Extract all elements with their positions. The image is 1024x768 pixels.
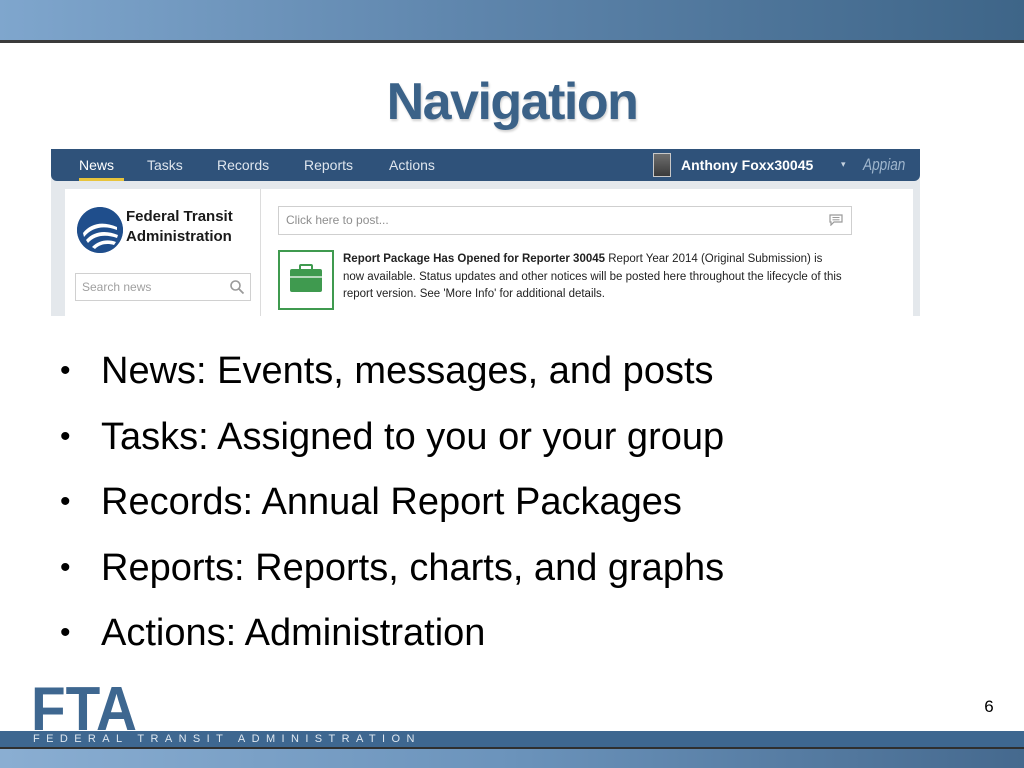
news-panel [65,189,913,316]
bullet-item [60,474,724,540]
post-input[interactable] [278,206,852,235]
agency-name [126,207,233,247]
bullet-dot: • [60,354,71,387]
top-divider [0,40,1024,43]
comment-icon[interactable] [829,214,843,226]
bullet-dot: • [60,616,71,649]
tab-reports[interactable]: Reports [304,157,354,173]
news-body: Report Year 2014 (Original Submission) is now available. Status updates and other notices will be posted here throughout the lifecycle of this report version. See 'More Info' for additional details. [343,253,842,300]
chevron-down-icon[interactable]: ▾ [841,160,846,170]
slide-title: Navigation [386,73,638,131]
bullet-item [60,409,724,475]
bullet-item [60,540,724,606]
sidebar-divider [260,189,261,316]
briefcase-icon [280,252,332,308]
bullet-dot: • [60,419,71,453]
news-item-icon-box[interactable] [278,250,334,310]
page-number: 6 [984,697,994,716]
footer-agency-text: FEDERAL TRANSIT ADMINISTRATION [33,733,421,745]
fta-logo-text: FTA [31,680,137,730]
appian-logo: Appian [863,155,906,174]
agency-name-line1: Federal Transit [126,208,233,225]
tab-tasks[interactable]: Tasks [147,157,183,173]
bullet-dot: • [60,550,71,584]
top-banner [0,0,1024,40]
bullet-text: Tasks: Assigned to you or your group [101,415,725,458]
user-avatar[interactable] [653,153,671,177]
app-screenshot [51,149,920,316]
search-placeholder: Search news [82,280,152,294]
tab-news[interactable]: News [79,157,115,173]
bullet-dot: • [60,485,71,518]
bullet-text: Records: Annual Report Packages [101,481,682,523]
agency-name-line2: Administration [126,228,232,245]
post-placeholder: Click here to post... [286,213,389,227]
bullet-text: Actions: Administration [101,612,486,654]
fta-logo [31,680,141,730]
user-menu[interactable]: Anthony Foxx30045 [681,157,814,173]
bullet-item [60,343,724,409]
bullet-item [60,605,724,671]
fta-circle-logo-icon [77,207,123,253]
tab-records[interactable]: Records [217,157,270,173]
bullet-text: Reports: Reports, charts, and graphs [101,546,725,589]
bullet-list [60,343,724,671]
footer-banner [0,749,1024,768]
search-icon[interactable] [229,279,245,295]
active-tab-indicator [79,178,124,181]
tab-actions[interactable]: Actions [389,157,435,173]
bullet-text: News: Events, messages, and posts [101,350,714,392]
news-headline[interactable]: Report Package Has Opened for Reporter 30045 [343,253,606,265]
search-news-input[interactable] [75,273,251,301]
top-navigation-bar [51,149,920,181]
news-item-text [343,251,843,304]
